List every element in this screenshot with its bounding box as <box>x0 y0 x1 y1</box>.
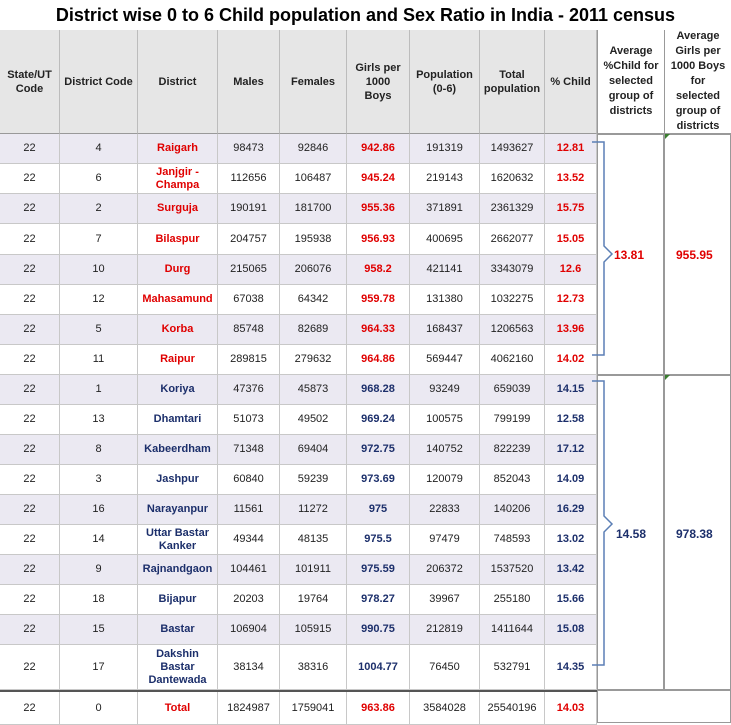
state-code-cell: 22 <box>0 345 60 375</box>
males-cell: 289815 <box>218 345 280 375</box>
state-code-cell: 22 <box>0 585 60 615</box>
header-males: Males <box>218 30 280 134</box>
females-cell: 11272 <box>280 495 347 525</box>
girls-per-1000-cell: 973.69 <box>347 465 410 495</box>
total-population-cell: 1537520 <box>480 555 545 585</box>
females-cell: 49502 <box>280 405 347 435</box>
females-cell: 45873 <box>280 375 347 405</box>
header-total-population: Total population <box>480 30 545 134</box>
population-0-6-cell: 206372 <box>410 555 480 585</box>
females-cell: 82689 <box>280 315 347 345</box>
header-district: District <box>138 30 218 134</box>
population-0-6-cell: 140752 <box>410 435 480 465</box>
girls-per-1000-cell: 955.36 <box>347 194 410 224</box>
table-row <box>0 255 597 285</box>
district-cell: Jashpur <box>138 465 218 495</box>
males-cell: 67038 <box>218 285 280 315</box>
total-population-cell: 532791 <box>480 645 545 690</box>
table-row <box>0 495 597 525</box>
pct-child-cell: 13.96 <box>545 315 597 345</box>
table-row <box>0 134 597 164</box>
district-cell: Janjgir - Champa <box>138 164 218 194</box>
males-cell: 215065 <box>218 255 280 285</box>
total-population-cell: 2361329 <box>480 194 545 224</box>
pct-child-cell: 15.08 <box>545 615 597 645</box>
total-population-cell: 25540196 <box>480 692 545 725</box>
population-0-6-cell: 120079 <box>410 465 480 495</box>
pct-child-cell: 16.29 <box>545 495 597 525</box>
pct-child-cell: 14.02 <box>545 345 597 375</box>
district-cell: Narayanpur <box>138 495 218 525</box>
table-row <box>0 435 597 465</box>
population-0-6-cell: 22833 <box>410 495 480 525</box>
district-cell: Dhamtari <box>138 405 218 435</box>
district-cell: Surguja <box>138 194 218 224</box>
total-population-cell: 799199 <box>480 405 545 435</box>
header-girls-per-1000: Girls per 1000 Boys <box>347 30 410 134</box>
females-cell: 38316 <box>280 645 347 690</box>
total-population-cell: 1206563 <box>480 315 545 345</box>
females-cell: 69404 <box>280 435 347 465</box>
girls-per-1000-cell: 945.24 <box>347 164 410 194</box>
girls-per-1000-cell: 975 <box>347 495 410 525</box>
state-code-cell: 22 <box>0 315 60 345</box>
total-population-cell: 1032275 <box>480 285 545 315</box>
district-code-cell: 15 <box>60 615 138 645</box>
comment-marker <box>665 375 670 380</box>
district-code-cell: 10 <box>60 255 138 285</box>
females-cell: 206076 <box>280 255 347 285</box>
girls-per-1000-cell: 964.86 <box>347 345 410 375</box>
district-code-cell: 9 <box>60 555 138 585</box>
state-code-cell: 22 <box>0 134 60 164</box>
males-cell: 112656 <box>218 164 280 194</box>
district-code-cell: 8 <box>60 435 138 465</box>
table-row <box>0 345 597 375</box>
pct-child-cell: 15.05 <box>545 224 597 255</box>
state-code-cell: 22 <box>0 435 60 465</box>
district-code-cell: 14 <box>60 525 138 555</box>
state-code-cell: 22 <box>0 375 60 405</box>
pct-child-cell: 17.12 <box>545 435 597 465</box>
pct-child-cell: 14.35 <box>545 645 597 690</box>
pct-child-cell: 12.58 <box>545 405 597 435</box>
district-code-cell: 4 <box>60 134 138 164</box>
girls-per-1000-cell: 975.5 <box>347 525 410 555</box>
group2-avg-child-value: 14.58 <box>616 527 647 541</box>
population-0-6-cell: 76450 <box>410 645 480 690</box>
females-cell: 92846 <box>280 134 347 164</box>
females-cell: 19764 <box>280 585 347 615</box>
district-cell: Dakshin Bastar Dantewada <box>138 645 218 690</box>
district-cell: Bastar <box>138 615 218 645</box>
district-cell: Kabeerdham <box>138 435 218 465</box>
total-population-cell: 3343079 <box>480 255 545 285</box>
district-cell: Koriya <box>138 375 218 405</box>
header-district-code: District Code <box>60 30 138 134</box>
district-code-cell: 16 <box>60 495 138 525</box>
total-population-cell: 140206 <box>480 495 545 525</box>
males-cell: 20203 <box>218 585 280 615</box>
pct-child-cell: 13.42 <box>545 555 597 585</box>
females-cell: 279632 <box>280 345 347 375</box>
district-code-cell: 18 <box>60 585 138 615</box>
table-row <box>0 224 597 255</box>
table-row <box>0 164 597 194</box>
population-0-6-cell: 219143 <box>410 164 480 194</box>
females-cell: 48135 <box>280 525 347 555</box>
males-cell: 104461 <box>218 555 280 585</box>
total-row <box>0 690 597 725</box>
header-females: Females <box>280 30 347 134</box>
table-row <box>0 285 597 315</box>
males-cell: 1824987 <box>218 692 280 725</box>
females-cell: 59239 <box>280 465 347 495</box>
girls-per-1000-cell: 1004.77 <box>347 645 410 690</box>
district-cell: Bijapur <box>138 585 218 615</box>
total-population-cell: 822239 <box>480 435 545 465</box>
district-cell: Mahasamund <box>138 285 218 315</box>
males-cell: 49344 <box>218 525 280 555</box>
total-population-cell: 255180 <box>480 585 545 615</box>
population-0-6-cell: 3584028 <box>410 692 480 725</box>
district-cell: Total <box>138 692 218 725</box>
group2-avg-girls-value: 978.38 <box>676 527 713 541</box>
table-row <box>0 585 597 615</box>
pct-child-cell: 12.73 <box>545 285 597 315</box>
females-cell: 181700 <box>280 194 347 224</box>
district-cell: Rajnandgaon <box>138 555 218 585</box>
group1-avg-child-value: 13.81 <box>614 248 645 262</box>
males-cell: 106904 <box>218 615 280 645</box>
population-0-6-cell: 191319 <box>410 134 480 164</box>
population-0-6-cell: 93249 <box>410 375 480 405</box>
district-code-cell: 6 <box>60 164 138 194</box>
females-cell: 64342 <box>280 285 347 315</box>
total-avg-blank <box>597 690 731 723</box>
pct-child-cell: 15.66 <box>545 585 597 615</box>
total-population-cell: 4062160 <box>480 345 545 375</box>
comment-marker <box>665 134 670 139</box>
state-code-cell: 22 <box>0 525 60 555</box>
district-cell: Durg <box>138 255 218 285</box>
district-code-cell: 1 <box>60 375 138 405</box>
district-cell: Raipur <box>138 345 218 375</box>
district-cell: Bilaspur <box>138 224 218 255</box>
males-cell: 71348 <box>218 435 280 465</box>
total-population-cell: 1411644 <box>480 615 545 645</box>
state-code-cell: 22 <box>0 224 60 255</box>
table-row <box>0 555 597 585</box>
total-population-cell: 1493627 <box>480 134 545 164</box>
males-cell: 190191 <box>218 194 280 224</box>
males-cell: 47376 <box>218 375 280 405</box>
district-code-cell: 13 <box>60 405 138 435</box>
population-0-6-cell: 212819 <box>410 615 480 645</box>
district-code-cell: 3 <box>60 465 138 495</box>
males-cell: 60840 <box>218 465 280 495</box>
girls-per-1000-cell: 975.59 <box>347 555 410 585</box>
table-row <box>0 645 597 690</box>
district-code-cell: 11 <box>60 345 138 375</box>
district-code-cell: 2 <box>60 194 138 224</box>
females-cell: 101911 <box>280 555 347 585</box>
girls-per-1000-cell: 959.78 <box>347 285 410 315</box>
table-row <box>0 405 597 435</box>
avg-girls-header: Average Girls per 1000 Boys for selected group of districts <box>664 30 731 134</box>
district-code-cell: 7 <box>60 224 138 255</box>
table-row <box>0 525 597 555</box>
group1-avg-girls-value: 955.95 <box>676 248 713 262</box>
district-cell: Korba <box>138 315 218 345</box>
girls-per-1000-cell: 972.75 <box>347 435 410 465</box>
pct-child-cell: 12.81 <box>545 134 597 164</box>
state-code-cell: 22 <box>0 465 60 495</box>
girls-per-1000-cell: 978.27 <box>347 585 410 615</box>
males-cell: 98473 <box>218 134 280 164</box>
district-code-cell: 12 <box>60 285 138 315</box>
females-cell: 1759041 <box>280 692 347 725</box>
pct-child-cell: 15.75 <box>545 194 597 224</box>
population-0-6-cell: 97479 <box>410 525 480 555</box>
females-cell: 195938 <box>280 224 347 255</box>
population-0-6-cell: 131380 <box>410 285 480 315</box>
table-row <box>0 375 597 405</box>
population-0-6-cell: 100575 <box>410 405 480 435</box>
state-code-cell: 22 <box>0 255 60 285</box>
state-code-cell: 22 <box>0 405 60 435</box>
girls-per-1000-cell: 956.93 <box>347 224 410 255</box>
state-code-cell: 22 <box>0 285 60 315</box>
pct-child-cell: 13.02 <box>545 525 597 555</box>
girls-per-1000-cell: 968.28 <box>347 375 410 405</box>
total-population-cell: 2662077 <box>480 224 545 255</box>
total-population-cell: 659039 <box>480 375 545 405</box>
pct-child-cell: 14.03 <box>545 692 597 725</box>
pct-child-cell: 14.09 <box>545 465 597 495</box>
population-0-6-cell: 371891 <box>410 194 480 224</box>
header-population-0-6: Population (0-6) <box>410 30 480 134</box>
males-cell: 11561 <box>218 495 280 525</box>
table-row <box>0 194 597 224</box>
population-0-6-cell: 168437 <box>410 315 480 345</box>
state-code-cell: 22 <box>0 645 60 690</box>
total-population-cell: 748593 <box>480 525 545 555</box>
state-code-cell: 22 <box>0 555 60 585</box>
total-population-cell: 1620632 <box>480 164 545 194</box>
males-cell: 51073 <box>218 405 280 435</box>
state-code-cell: 22 <box>0 692 60 725</box>
header-pct-child: % Child <box>545 30 597 134</box>
district-code-cell: 17 <box>60 645 138 690</box>
population-0-6-cell: 421141 <box>410 255 480 285</box>
girls-per-1000-cell: 964.33 <box>347 315 410 345</box>
table-row <box>0 615 597 645</box>
table-title: District wise 0 to 6 Child population and Sex Ratio in India - 2011 census <box>55 5 676 25</box>
table-row <box>0 315 597 345</box>
state-code-cell: 22 <box>0 495 60 525</box>
district-cell: Raigarh <box>138 134 218 164</box>
girls-per-1000-cell: 963.86 <box>347 692 410 725</box>
pct-child-cell: 13.52 <box>545 164 597 194</box>
district-code-cell: 5 <box>60 315 138 345</box>
table-row <box>0 465 597 495</box>
males-cell: 85748 <box>218 315 280 345</box>
girls-per-1000-cell: 990.75 <box>347 615 410 645</box>
girls-per-1000-cell: 942.86 <box>347 134 410 164</box>
header-state-code: State/UT Code <box>0 30 60 134</box>
males-cell: 204757 <box>218 224 280 255</box>
avg-child-header: Average %Child for selected group of districts <box>597 30 664 134</box>
girls-per-1000-cell: 969.24 <box>347 405 410 435</box>
females-cell: 106487 <box>280 164 347 194</box>
population-0-6-cell: 39967 <box>410 585 480 615</box>
females-cell: 105915 <box>280 615 347 645</box>
population-0-6-cell: 400695 <box>410 224 480 255</box>
district-code-cell: 0 <box>60 692 138 725</box>
girls-per-1000-cell: 958.2 <box>347 255 410 285</box>
total-population-cell: 852043 <box>480 465 545 495</box>
pct-child-cell: 12.6 <box>545 255 597 285</box>
population-0-6-cell: 569447 <box>410 345 480 375</box>
state-code-cell: 22 <box>0 164 60 194</box>
state-code-cell: 22 <box>0 615 60 645</box>
district-cell: Uttar Bastar Kanker <box>138 525 218 555</box>
pct-child-cell: 14.15 <box>545 375 597 405</box>
state-code-cell: 22 <box>0 194 60 224</box>
males-cell: 38134 <box>218 645 280 690</box>
